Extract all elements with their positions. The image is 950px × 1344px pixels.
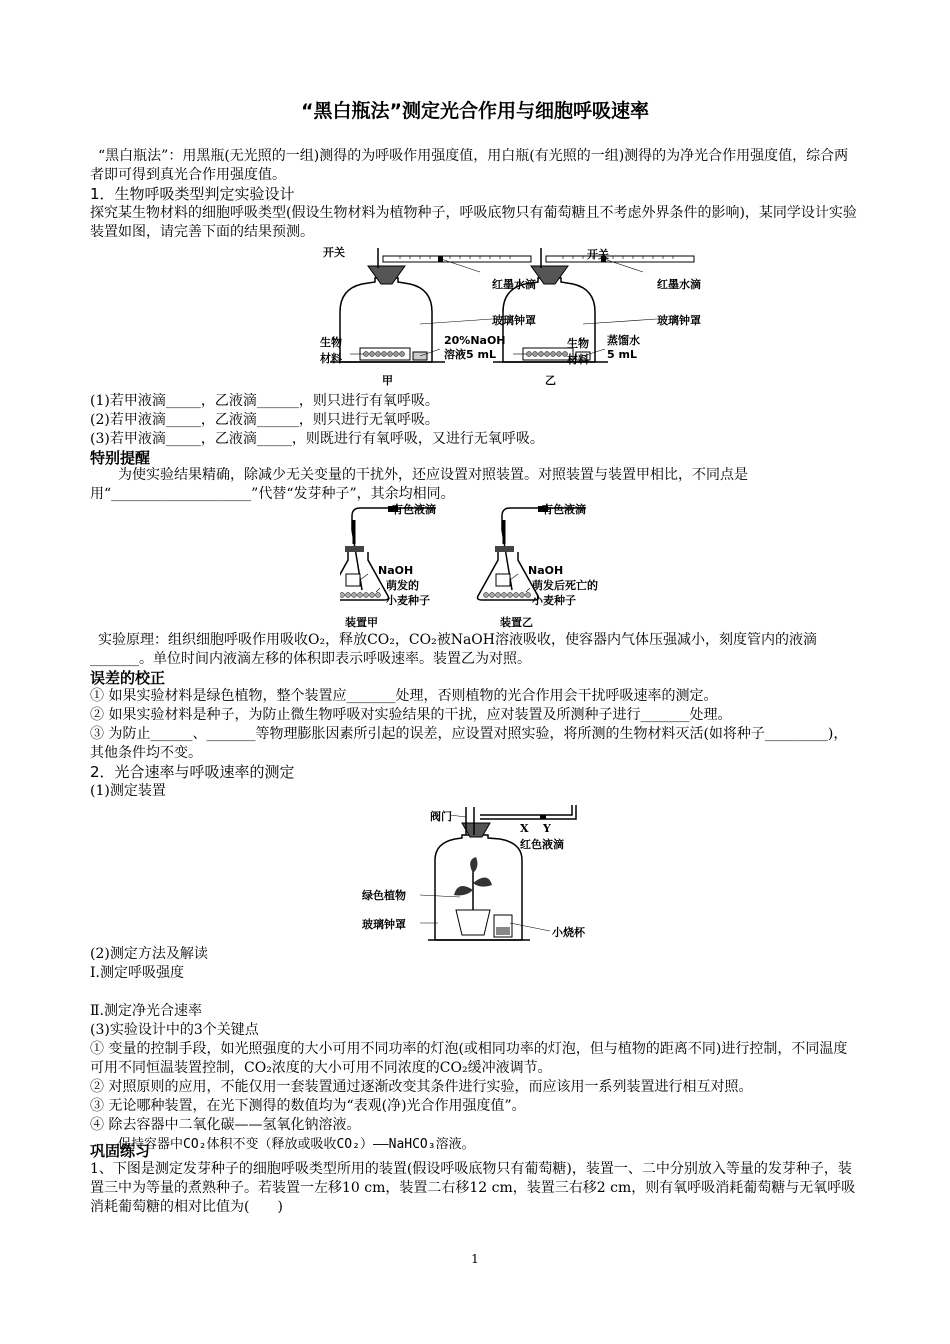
label-drop-flask-jia: 有色液滴 <box>392 503 436 516</box>
principle-paragraph: 实验原理：组织细胞呼吸作用吸收O₂，释放CO₂，CO₂被NaOH溶液吸收，使容器内气体压强减小，刻度管内的液滴_______。单位时间内液滴左移的体积即表示呼吸速率。装置乙为对照。 <box>90 632 817 667</box>
label-green-plant: 绿色植物 <box>362 889 406 902</box>
key-1: ① 变量的控制手段，如光照强度的大小可用不同功率的灯泡(或相同功率的灯泡，但与植物的距离不同)进行控制，不同温度可用不同恒温装置控制，CO₂浓度的大小可用不同浓度的CO₂缓冲液调节。 <box>90 1041 848 1076</box>
sub-2: (2)测定方法及解读 <box>90 946 208 962</box>
error-item-1: ① 如果实验材料是绿色植物，整个装置应_______处理，否则植物的光合作用会干扰呼吸速率的测定。 <box>90 688 718 704</box>
label-drop-jia: 红墨水滴 <box>492 278 536 291</box>
label-drop-flask-yi: 有色液滴 <box>542 503 586 516</box>
page-title: “黑白瓶法”测定光合作用与细胞呼吸速率 <box>301 100 649 122</box>
error-item-2: ② 如果实验材料是种子，为防止微生物呼吸对实验结果的干扰，应对装置及所测种子进行_______处理。 <box>90 707 732 723</box>
practice-question-1: 1、下图是测定发芽种子的细胞呼吸类型所用的装置(假设呼吸底物只有葡萄糖)，装置一、二中分别放入等量的发芽种子，装置三中为等量的煮熟种子。若装置一左移10 cm，装置二右移12 cm，装置三右移2 cm，则有氧呼吸消耗葡萄糖与无氧呼吸消耗葡萄糖的相对比值为( ) <box>90 1161 856 1215</box>
key-4: ④ 除去容器中二氧化碳——氢氧化钠溶液。 <box>90 1117 361 1133</box>
label-switch-jia: 开关 <box>323 246 345 259</box>
label-drop-yi: 红墨水滴 <box>657 278 701 291</box>
label-naoh-2: 溶液5 mL <box>444 348 496 361</box>
label-red-drop: 红色液滴 <box>520 838 564 851</box>
figure-bell-jar-device-yi <box>483 244 713 389</box>
figure-yi-left-labels <box>464 244 514 369</box>
label-water-2: 5 mL <box>607 348 637 361</box>
section-1-description: 探究某生物材料的细胞呼吸类型(假设生物材料为植物种子，呼吸底物只有葡萄糖且不考虑外界条件的影响)，某同学设计实验装置如图，请完善下面的结果预测。 <box>90 205 857 240</box>
label-device-yi: 装置乙 <box>500 616 533 629</box>
sub-3: (3)实验设计中的3个关键点 <box>90 1022 259 1038</box>
label-bell-jia: 玻璃钟罩 <box>492 314 536 327</box>
method-1: Ⅰ.测定呼吸强度 <box>90 965 184 981</box>
sub-1: (1)测定装置 <box>90 783 166 799</box>
key-points <box>90 1002 860 1154</box>
label-naoh-1: 20%NaOH <box>444 334 506 347</box>
label-bio-jia-2: 材料 <box>320 352 342 365</box>
labels-flask-yi: NaOH 萌发后死亡的 小麦种子 <box>528 564 598 607</box>
error-item-3: ③ 为防止______、_______等物理膨胀因素所引起的误差，应设置对照实验，将所测的生物材料灭活(如将种子_________)，其他条件均不变。 <box>90 726 848 761</box>
key-2: ② 对照原则的应用，不能仅用一套装置通过逐渐改变其条件进行实验，而应该用一系列装置进行相互对照。 <box>90 1079 753 1095</box>
result-questions <box>90 392 860 449</box>
method-2: Ⅱ.测定净光合速率 <box>90 1003 202 1019</box>
label-x: X <box>520 822 529 835</box>
question-1: (1)若甲液滴_____，乙液滴______，则只进行有氧呼吸。 <box>90 393 439 409</box>
question-2: (2)若甲液滴_____，乙液滴______，则只进行无氧呼吸。 <box>90 412 439 428</box>
label-device-jia: 装置甲 <box>345 616 378 629</box>
question-3: (3)若甲液滴_____，乙液滴_____，则既进行有氧呼吸，又进行无氧呼吸。 <box>90 431 544 447</box>
label-y: Y <box>543 822 551 835</box>
device-yi <box>493 248 701 387</box>
label-water-1: 蒸馏水 <box>607 334 640 347</box>
key-3: ③ 无论哪种装置，在光下测得的数值均为“表观(净)光合作用强度值”。 <box>90 1098 526 1114</box>
practice-heading: 巩固练习 <box>90 1142 151 1160</box>
page-number: 1 <box>471 1252 479 1266</box>
label-yi: 乙 <box>545 374 556 387</box>
label-valve: 阀门 <box>430 810 452 823</box>
intro-paragraph: “黑白瓶法”：用黑瓶(无光照的一组)测得的为呼吸作用强度值，用白瓶(有光照的一组)测得的为净光合作用强度值，综合两者即可得到真光合作用强度值。 <box>90 148 849 183</box>
label-jia: 甲 <box>382 374 393 387</box>
label-beaker: 小烧杯 <box>552 926 585 939</box>
label-bio-yi: 生物 材料 <box>567 337 589 366</box>
error-heading: 误差的校正 <box>90 669 166 687</box>
label-bell-yi: 玻璃钟罩 <box>657 314 701 327</box>
tip-heading: 特别提醒 <box>90 449 151 467</box>
section-2-heading: 2．光合速率与呼吸速率的测定 <box>90 763 295 781</box>
section-1-heading: 1．生物呼吸类型判定实验设计 <box>90 185 295 203</box>
label-switch-yi-text: 开关 <box>587 248 609 261</box>
key-5: 保持容器中CO₂体积不变（释放或吸收CO₂）——NaHCO₃溶液。 <box>118 1137 475 1152</box>
label-bell-jar: 玻璃钟罩 <box>362 918 406 931</box>
tip-paragraph: 为使实验结果精确，除减少无关变量的干扰外，还应设置对照装置。对照装置与装置甲相比，不同点是用“____________________”代替“发芽种子”，其余均相同。 <box>90 467 748 502</box>
error-list <box>90 687 860 763</box>
method-section <box>90 945 860 983</box>
label-bio-jia-1: 生物 <box>320 336 342 349</box>
labels-flask-jia: NaOH 萌发的 小麦种子 <box>378 564 430 607</box>
